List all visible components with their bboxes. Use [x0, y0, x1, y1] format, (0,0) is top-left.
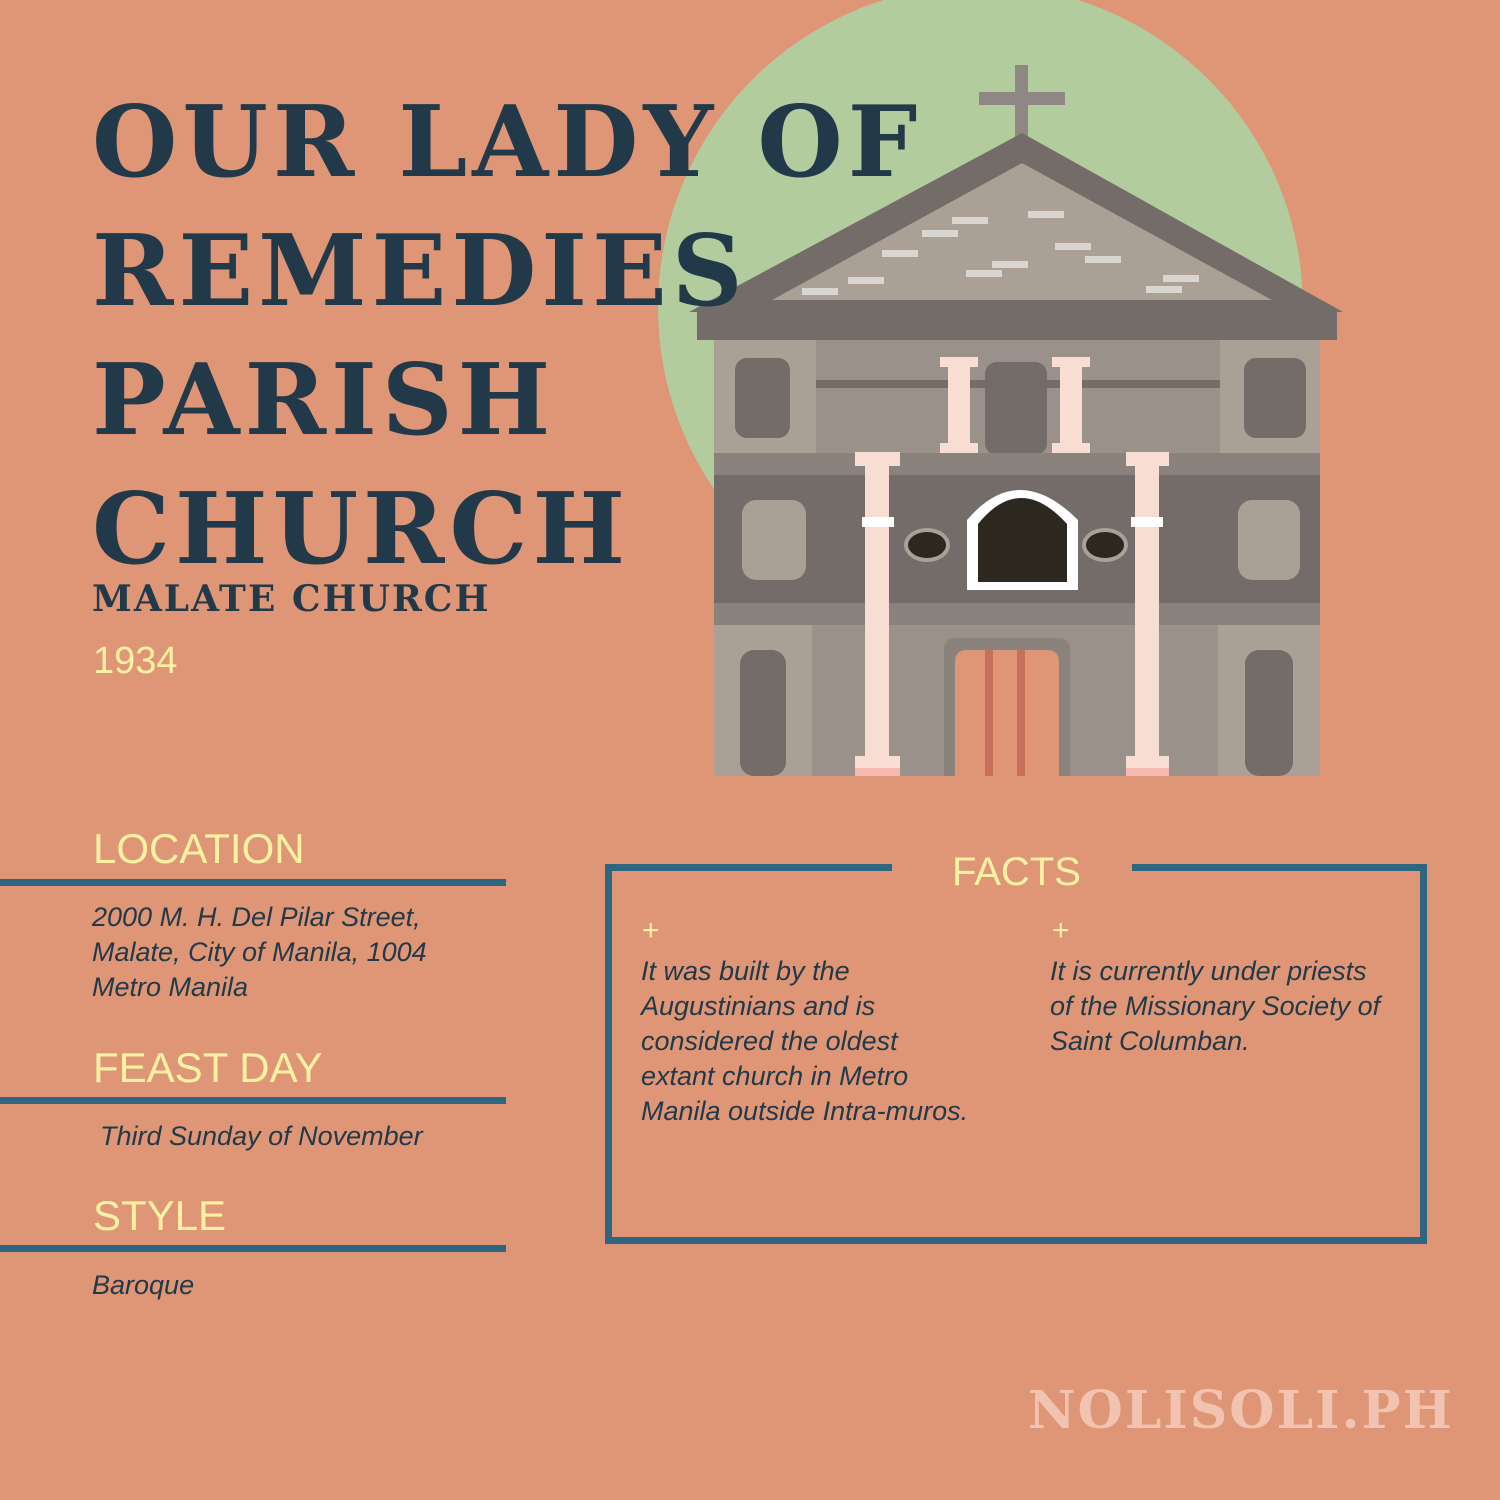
watermark: NOLISOLI.PH	[1028, 1380, 1454, 1441]
plus-icon: +	[1052, 914, 1070, 947]
location-text: 2000 M. H. Del Pilar Street, Malate, City of Manila, 1004 Metro Manila	[92, 902, 427, 1002]
style-heading: STYLE	[93, 1192, 227, 1239]
feast-day-text: Third Sunday of November	[100, 1121, 423, 1151]
fact-item: It is currently under priests of the Missionary Society of Saint Columban.	[1050, 956, 1381, 1056]
facts-heading: FACTS	[952, 850, 1081, 894]
fact-item: It was built by the Augustinians and is considered the oldest extant church in Metro Manila outside Intra-muros.	[641, 956, 969, 1126]
location-heading: LOCATION	[93, 825, 305, 872]
feast-day-heading: FEAST DAY	[93, 1044, 323, 1091]
page-title	[92, 78, 922, 594]
style-divider	[0, 1245, 506, 1252]
title-line: OUR LADY OF	[92, 85, 923, 200]
feast-day-divider	[0, 1097, 506, 1104]
title-line: REMEDIES	[92, 214, 748, 329]
location-divider	[0, 879, 506, 886]
title-line: PARISH	[92, 343, 556, 458]
style-text: Baroque	[92, 1270, 195, 1300]
cross-icon	[979, 65, 1065, 140]
plus-icon: +	[642, 914, 660, 947]
subtitle: MALATE CHURCH	[92, 578, 491, 620]
title-line: CHURCH	[92, 472, 631, 587]
year: 1934	[93, 640, 178, 682]
